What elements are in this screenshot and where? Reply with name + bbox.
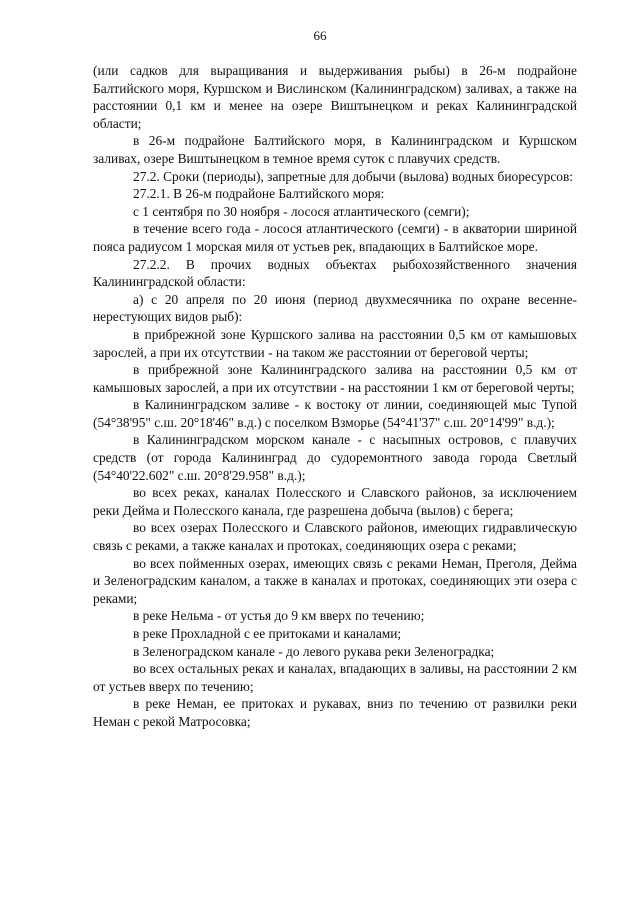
paragraph: в Калининградском заливе - к востоку от линии, соединяющей мыс Тупой (54°38'95" с.ш. 20°18'46" в.д.) с поселком Взморье (54°41'37" с.ш. 20°14'99" в.д.); [93,397,577,430]
paragraph: в Калининградском морском канале - с насыпных островов, с плавучих средств (от города Калининград до судоремонтного завода города Светлый (54°40'22.602" с.ш. 20°8'29.958" в.д.); [93,432,577,483]
paragraph: во всех озерах Полесского и Славского районов, имеющих гидравлическую связь с реками, а также каналах и протоках, соединяющих озера с реками; [93,520,577,554]
paragraph: с 1 сентября по 30 ноября - лосося атлантического (семги); [133,203,470,219]
paragraph: в Зеленоградском канале - до левого рукава реки Зеленоградка; [133,643,495,659]
paragraph: в 26-м подрайоне Балтийского моря, в Калининградском и Куршском заливах, озере Виштынецком в темное время суток с плавучих средств. [93,133,577,166]
page-number: 66 [313,28,327,43]
paragraph: во всех пойменных озерах, имеющих связь с реками Неман, Преголя, Дейма и Зеленоградским каналом, а также в каналах и протоках, соединяющих эти озера с реками; [93,555,577,606]
paragraph: в реке Нельма - от устья до 9 км вверх по течению; [133,608,425,624]
paragraph: (или садков для выращивания и выдерживания рыбы) в 26-м подрайоне Балтийского моря, Куршском и Вислинском (Калининградском) заливах, а также на расстоянии 0,1 км и менее на озере Виштынецком и реках Калининградской области; [93,63,577,131]
subsection-heading-27-2-2: 27.2.2. В прочих водных объектах рыбохозяйственного значения Калининградской области: [93,256,577,290]
subsection-heading-27-2-1: 27.2.1. В 26-м подрайоне Балтийского моря: [133,186,385,202]
list-item-a: а) с 20 апреля по 20 июня (период двухмесячника по охране весенне-нерестующих видов рыб): [93,291,577,325]
paragraph: во всех остальных реках и каналах, впадающих в заливы, на расстоянии 2 км от устьев вверх по течению; [93,661,577,694]
paragraph: в реке Прохладной с ее притоками и каналами; [133,626,402,641]
document-body [93,62,577,731]
paragraph: в реке Неман, ее притоках и рукавах, вниз по течению от развилки реки Неман с рекой Матросовка; [93,696,577,729]
paragraph: в прибрежной зоне Калининградского залива на расстоянии 0,5 км от камышовых зарослей, а при их отсутствии - на расстоянии 1 км от береговой черты; [93,362,577,395]
paragraph: в прибрежной зоне Куршского залива на расстоянии 0,5 км от камышовых зарослей, а при их отсутствии - на таком же расстоянии от береговой черты; [93,326,577,360]
paragraph: во всех реках, каналах Полесского и Славского районов, за исключением реки Дейма и Полесского канала, где разрешена добыча (вылов) с берега; [93,485,577,518]
section-heading-27-2: 27.2. Сроки (периоды), запретные для добычи (вылова) водных биоресурсов: [133,168,574,184]
paragraph: в течение всего года - лосося атлантического (семги) - в акватории шириной пояса радиусом 1 морская миля от устьев рек, впадающих в Балтийское море. [93,221,577,254]
